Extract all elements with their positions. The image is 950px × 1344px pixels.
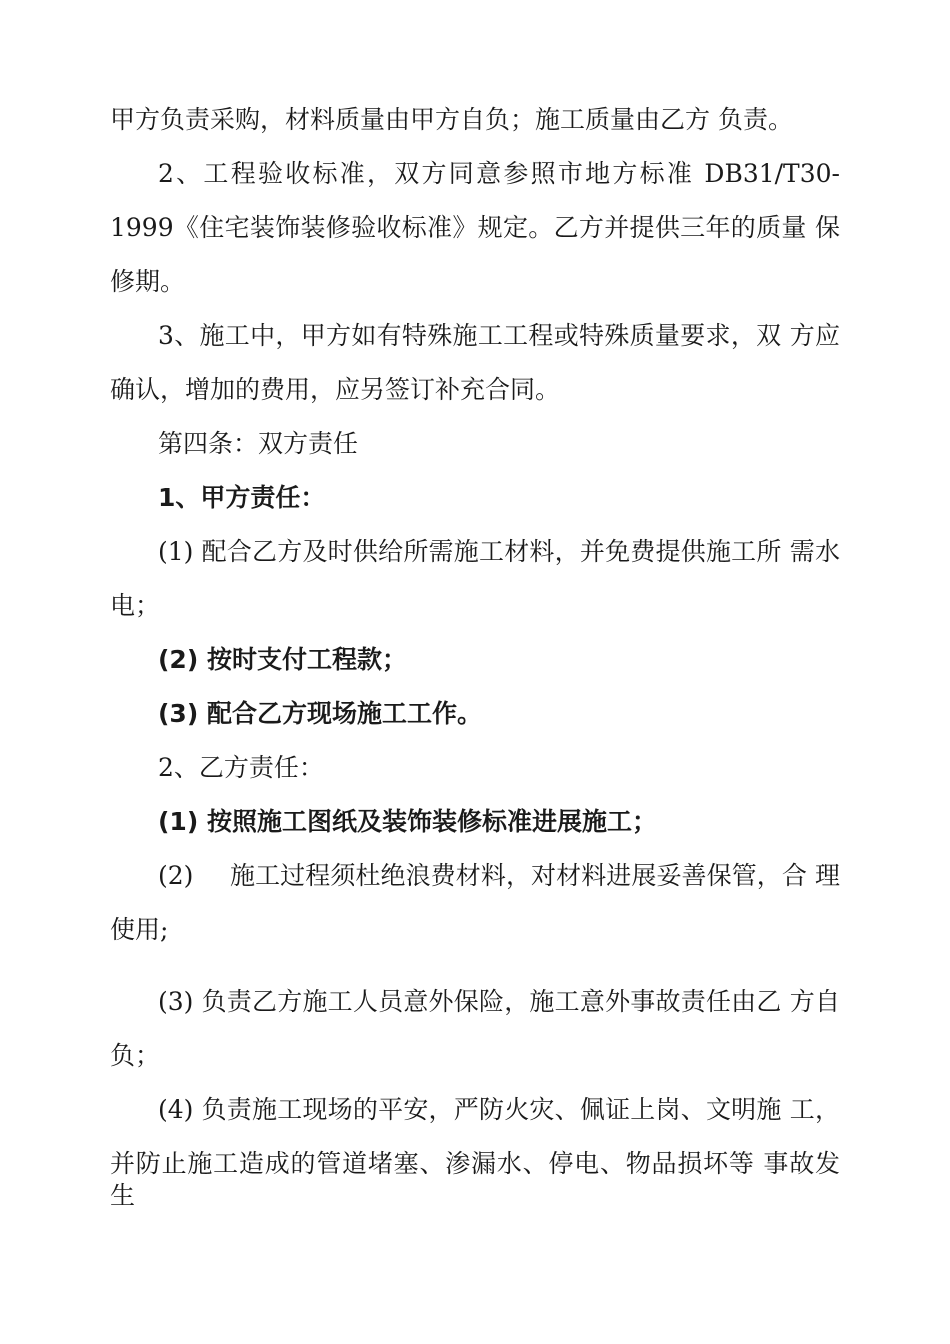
list-item: (1) 配合乙方及时供给所需施工材料，并免费提供施工所 需水 — [158, 537, 840, 566]
list-item-number: (2) — [158, 861, 194, 890]
paragraph-line: 1999《住宅装饰装修验收标准》规定。乙方并提供三年的质量 保 — [110, 213, 840, 242]
list-item: (1) 按照施工图纸及装饰装修标准进展施工； — [158, 807, 657, 836]
list-item: (2) 按时支付工程款； — [158, 645, 407, 674]
list-item: (4) 负责施工现场的平安，严防火灾、佩证上岗、文明施 工， — [158, 1095, 840, 1124]
paragraph-line: 确认，增加的费用，应另签订补充合同。 — [110, 375, 561, 404]
section-heading: 第四条：双方责任 — [158, 429, 359, 458]
paragraph-line: 甲方负责采购，材料质量由甲方自负；施工质量由乙方 负责。 — [110, 105, 793, 134]
paragraph-line: 并防止施工造成的管道堵塞、渗漏水、停电、物品损坏等 事故发生 — [110, 1149, 840, 1210]
subsection-heading: 1、甲方责任： — [158, 483, 326, 512]
paragraph-line: 修期。 — [110, 267, 186, 296]
paragraph-line: 使用; — [110, 915, 169, 944]
list-item: 施工过程须杜绝浪费材料，对材料进展妥善保管，合 理 — [230, 861, 840, 890]
paragraph-line: 3、施工中，甲方如有特殊施工工程或特殊质量要求，双 方应 — [158, 321, 840, 350]
paragraph-line: 2、工程验收标准，双方同意参照市地方标准 DB31/T30- — [158, 159, 840, 188]
paragraph-line: 负； — [110, 1041, 161, 1070]
paragraph-line: 电； — [110, 591, 161, 620]
subsection-heading: 2、乙方责任： — [158, 753, 324, 782]
list-item: (3) 负责乙方施工人员意外保险，施工意外事故责任由乙 方自 — [158, 987, 840, 1016]
list-item: (3) 配合乙方现场施工工作。 — [158, 699, 482, 728]
